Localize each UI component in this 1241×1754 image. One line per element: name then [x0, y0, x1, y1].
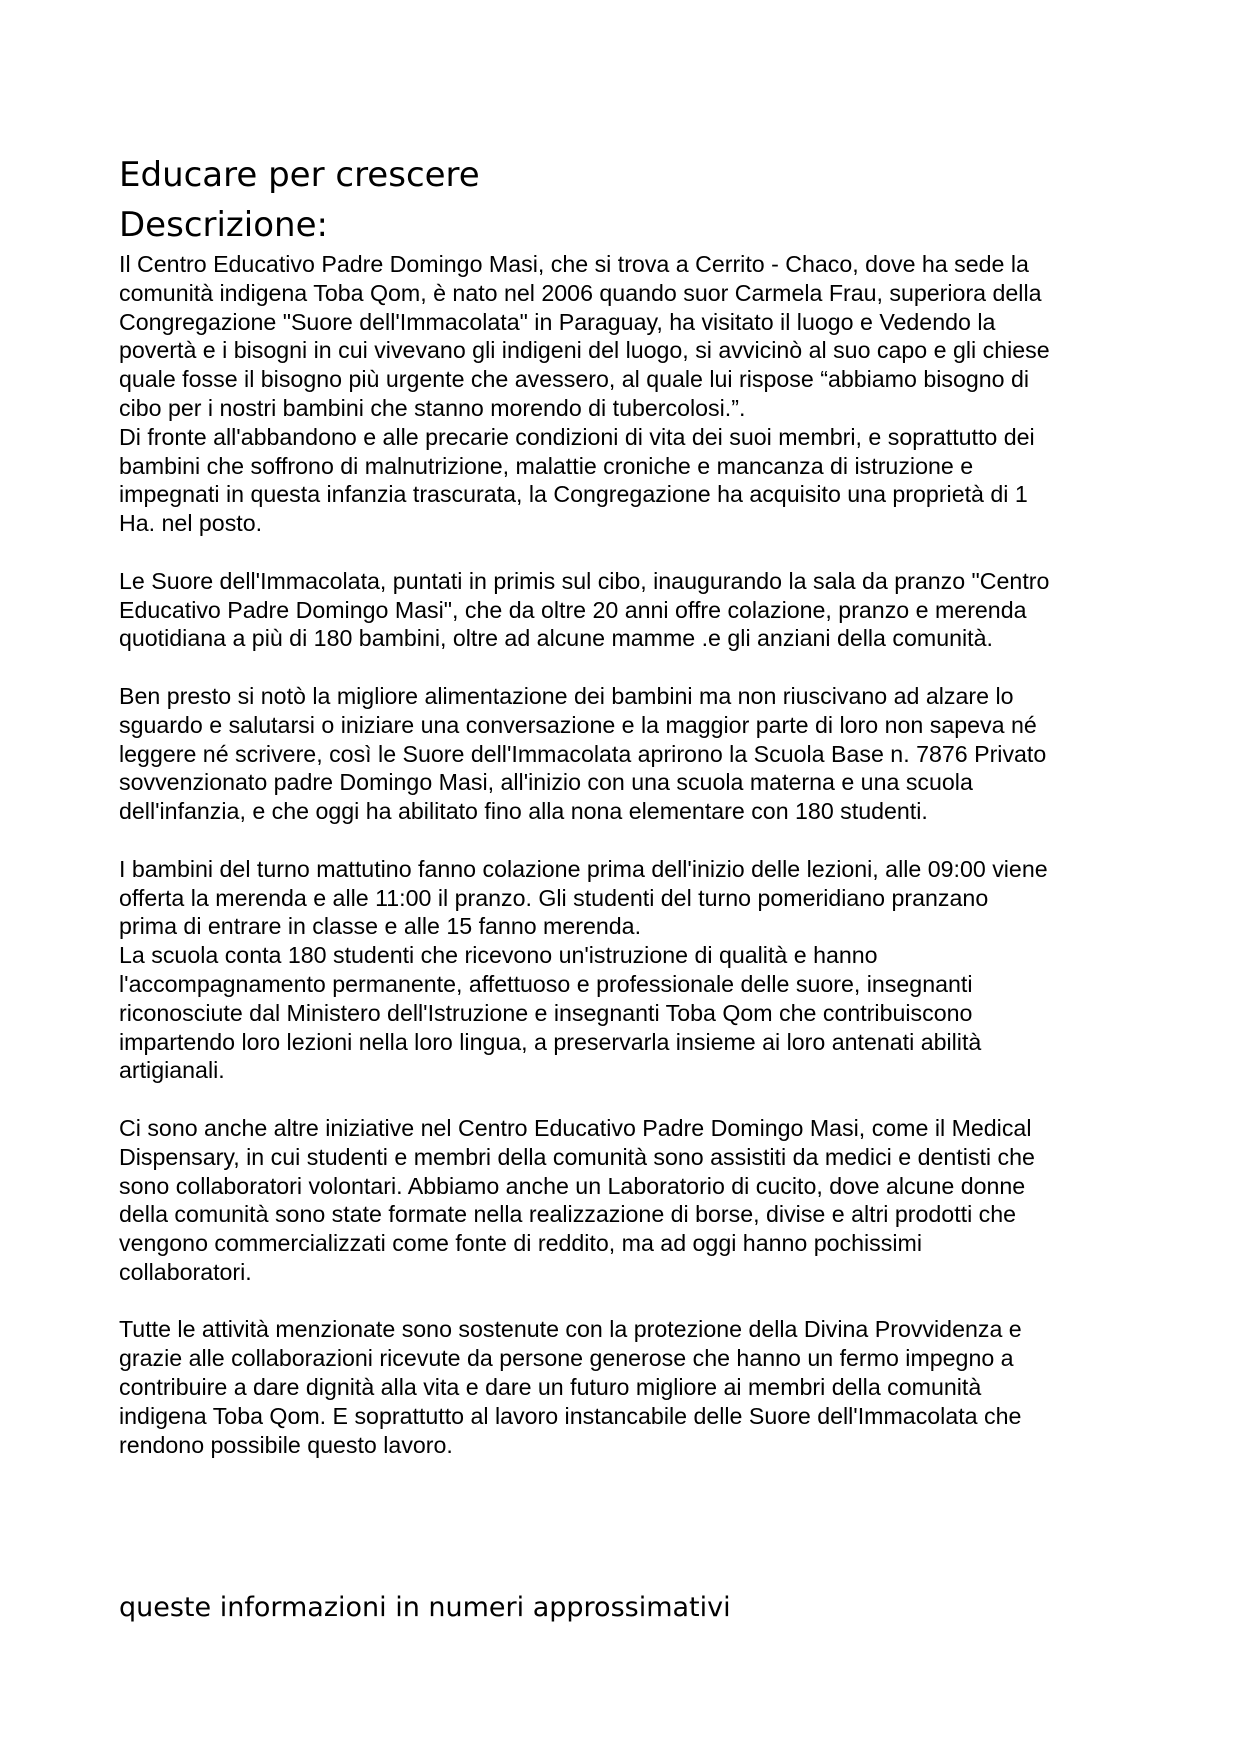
- body-line: I bambini del turno mattutino fanno colazione prima dell'inizio delle lezioni, alle 09:00 viene: [119, 855, 1048, 882]
- body-line: quotidiana a più di 180 bambini, oltre ad alcune mamme .e gli anziani della comunità.: [119, 625, 993, 652]
- body-line: La scuola conta 180 studenti che ricevono un'istruzione di qualità e hanno: [119, 942, 878, 969]
- body-line: collaboratori.: [119, 1258, 252, 1285]
- body-line: bambini che soffrono di malnutrizione, malattie croniche e mancanza di istruzione e: [119, 452, 974, 479]
- body-line: contribuire a dare dignità alla vita e dare un futuro migliore ai membri della comunità: [119, 1374, 982, 1401]
- body-line: Ben presto si notò la migliore alimentazione dei bambini ma non riuscivano ad alzare lo: [119, 682, 1014, 709]
- body-line: leggere né scrivere, così le Suore dell'Immacolata aprirono la Scuola Base n. 7876 Privato: [119, 740, 1047, 767]
- blank-line: [119, 653, 1139, 682]
- body-line: indigena Toba Qom. E soprattutto al lavoro instancabile delle Suore dell'Immacolata che: [119, 1402, 1022, 1429]
- description-heading: Descrizione:: [119, 205, 328, 245]
- blank-line: [119, 538, 1139, 567]
- body-line: della comunità sono state formate nella realizzazione di borse, divise e altri prodotti che: [119, 1201, 1017, 1228]
- body-line: Congregazione "Suore dell'Immacolata" in Paraguay, ha visitato il luogo e Vedendo la: [119, 308, 996, 335]
- blank-line: [119, 826, 1139, 855]
- body-line: Educativo Padre Domingo Masi", che da oltre 20 anni offre colazione, pranzo e merenda: [119, 596, 1027, 623]
- body-line: l'accompagnamento permanente, affettuoso e professionale delle suore, insegnanti: [119, 970, 973, 997]
- body-line: riconosciute dal Ministero dell'Istruzione e insegnanti Toba Qom che contribuiscono: [119, 999, 973, 1026]
- body-line: Di fronte all'abbandono e alle precarie condizioni di vita dei suoi membri, e soprattutto dei: [119, 423, 1035, 450]
- body-line: artigianali.: [119, 1057, 225, 1084]
- document-content: [119, 150, 1139, 1459]
- body-line: cibo per i nostri bambini che stanno morendo di tubercolosi.”.: [119, 394, 746, 421]
- body-line: grazie alle collaborazioni ricevute da persone generose che hanno un fermo impegno a: [119, 1345, 1014, 1372]
- body-line: impegnati in questa infanzia trascurata, la Congregazione ha acquisito una proprietà di 1: [119, 481, 1028, 508]
- body-line: sguardo e salutarsi o iniziare una conversazione e la maggior parte di loro non sapeva né: [119, 711, 1037, 738]
- body-line: impartendo loro lezioni nella loro lingua, a preservarla insieme ai loro antenati abilità: [119, 1028, 982, 1055]
- body-line: rendono possibile questo lavoro.: [119, 1431, 453, 1458]
- body-line: sono collaboratori volontari. Abbiamo anche un Laboratorio di cucito, dove alcune donne: [119, 1172, 1026, 1199]
- body-line: Le Suore dell'Immacolata, puntati in primis sul cibo, inaugurando la sala da pranzo "Centro: [119, 567, 1050, 594]
- body-line: offerta la merenda e alle 11:00 il pranzo. Gli studenti del turno pomeridiano pranzano: [119, 884, 989, 911]
- body-line: vengono commercializzati come fonte di reddito, ma ad oggi hanno pochissimi: [119, 1230, 922, 1257]
- body-line: quale fosse il bisogno più urgente che avessero, al quale lui rispose “abbiamo bisogno di: [119, 366, 1030, 393]
- blank-line: [119, 1287, 1139, 1316]
- footer-note: queste informazioni in numeri approssimativi: [119, 1592, 731, 1623]
- body-line: dell'infanzia, e che oggi ha abilitato fino alla nona elementare con 180 studenti.: [119, 798, 928, 825]
- document-title: Educare per crescere: [119, 155, 480, 195]
- document-body: [119, 250, 1139, 1459]
- body-line: Ci sono anche altre iniziative nel Centro Educativo Padre Domingo Masi, come il Medical: [119, 1114, 1032, 1141]
- body-line: Ha. nel posto.: [119, 510, 263, 537]
- blank-line: [119, 1085, 1139, 1114]
- body-line: comunità indigena Toba Qom, è nato nel 2006 quando suor Carmela Frau, superiora della: [119, 279, 1042, 306]
- body-line: Dispensary, in cui studenti e membri della comunità sono assistiti da medici e dentisti che: [119, 1143, 1035, 1170]
- body-line: povertà e i bisogni in cui vivevano gli indigeni del luogo, si avvicinò al suo capo e gli chiese: [119, 337, 1050, 364]
- body-line: prima di entrare in classe e alle 15 fanno merenda.: [119, 913, 642, 940]
- body-line: sovvenzionato padre Domingo Masi, all'inizio con una scuola materna e una scuola: [119, 769, 973, 796]
- body-line: Il Centro Educativo Padre Domingo Masi, che si trova a Cerrito - Chaco, dove ha sede la: [119, 251, 1029, 277]
- body-line: Tutte le attività menzionate sono sostenute con la protezione della Divina Provvidenza e: [119, 1316, 1022, 1343]
